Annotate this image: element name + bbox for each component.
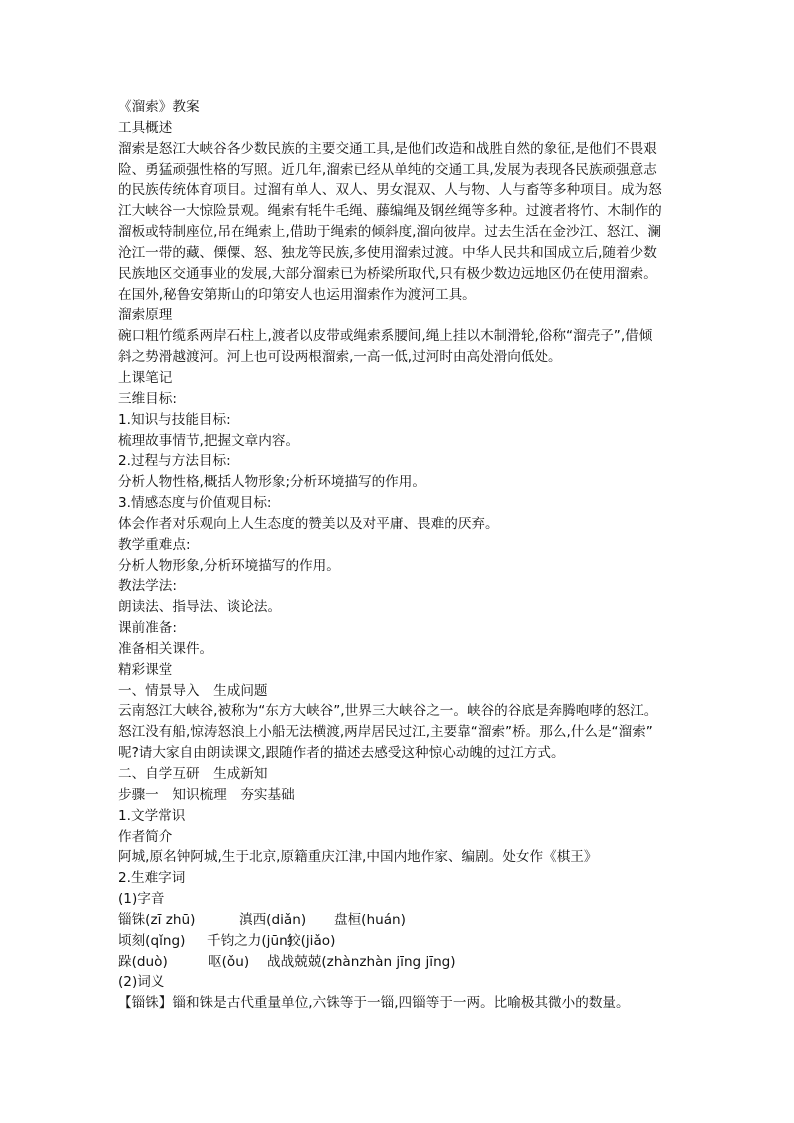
word-meaning-definition: 锱和铢是古代重量单位,六铢等于一锱,四锱等于一两。比喻极其微小的数量。 — [172, 995, 630, 1012]
pronunciation-row — [118, 910, 678, 931]
document-page — [118, 97, 678, 1014]
pronunciation-entry: 绞(jiǎo) — [287, 932, 336, 949]
preparation-heading: 课前准备: — [118, 620, 177, 637]
goal-3-text: 体会作者对乐观向上人生态度的赞美以及对平庸、畏难的厌弃。 — [118, 515, 499, 532]
tool-paragraph-line: 溜板或特制座位,吊在绳索上,借助于绳索的倾斜度,溜向彼岸。过去生活在金沙江、怒江、澜 — [118, 224, 662, 241]
section-heading-tool-overview: 工具概述 — [118, 119, 173, 136]
key-points-heading: 教学重难点: — [118, 536, 191, 553]
pronunciation-row — [118, 952, 678, 973]
part-1-heading: 一、情景导入 生成问题 — [118, 682, 268, 699]
word-meaning-term: 【锱铢】 — [118, 995, 173, 1012]
pronunciation-entry: 千钧之力(jūn) — [207, 932, 293, 949]
key-points-text: 分析人物形象,分析环境描写的作用。 — [118, 557, 340, 574]
class-section-heading: 精彩课堂 — [118, 661, 173, 678]
hard-words-heading: 2.生难字词 — [118, 870, 186, 887]
tool-paragraph-line: 沧江一带的藏、傈僳、怒、独龙等民族,多使用溜索过渡。中华人民共和国成立后,随着少数 — [118, 244, 657, 261]
section-heading-class-notes: 上课笔记 — [118, 369, 173, 386]
section-heading-principle: 溜索原理 — [118, 307, 173, 324]
goals-heading: 三维目标: — [118, 390, 177, 407]
pronunciation-entry: 跺(duò) — [118, 953, 168, 970]
document-title: 《溜索》教案 — [118, 99, 200, 115]
tool-paragraph-line: 溜索是怒江大峡谷各少数民族的主要交通工具,是他们改造和战胜自然的象征,是他们不畏艰 — [118, 140, 657, 157]
tool-paragraph-line: 在国外,秘鲁安第斯山的印第安人也运用溜索作为渡河工具。 — [118, 286, 476, 303]
tool-paragraph-line: 险、勇猛顽强性格的写照。近几年,溜索已经从单纯的交通工具,发展为表现各民族顽强意志 — [118, 161, 657, 178]
goal-1-text: 梳理故事情节,把握文章内容。 — [118, 432, 300, 449]
pronunciation-entry: 盘桓(huán) — [334, 911, 406, 928]
word-meaning-entry — [118, 993, 678, 1014]
part-1-paragraph-line: 呢?请大家自由朗读课文,跟随作者的描述去感受这种惊心动魄的过江方式。 — [118, 745, 565, 762]
author-intro-text: 阿城,原名钟阿城,生于北京,原籍重庆江津,中国内地作家、编剧。处女作《棋王》 — [118, 849, 598, 866]
tool-paragraph-line: 的民族传统体育项目。过溜有单人、双人、男女混双、人与物、人与畜等多种项目。成为怒 — [118, 182, 662, 199]
goal-2-heading: 2.过程与方法目标: — [118, 453, 231, 470]
principle-paragraph-line: 斜之势滑越渡河。河上也可设两根溜索,一高一低,过河时由高处滑向低处。 — [118, 349, 562, 366]
word-meaning-heading: (2)词义 — [118, 974, 165, 991]
tool-paragraph-line: 民族地区交通事业的发展,大部分溜索已为桥梁所取代,只有极少数边远地区仍在使用溜索。 — [118, 265, 657, 282]
goal-3-heading: 3.情感态度与价值观目标: — [118, 495, 272, 512]
methods-text: 朗读法、指导法、谈论法。 — [118, 599, 282, 616]
part-1-paragraph-line: 怒江没有船,惊涛怒浪上小船无法横渡,两岸居民过江,主要靠“溜索”桥。那么,什么是“溜索” — [118, 724, 653, 741]
principle-paragraph-line: 碗口粗竹缆系两岸石柱上,渡者以皮带或绳索系腰间,绳上挂以木制滑轮,俗称“溜壳子”,借倾 — [118, 328, 653, 345]
pronunciation-entry: 战战兢兢(zhànzhàn jīng jīng) — [267, 953, 456, 970]
author-intro-heading: 作者简介 — [118, 828, 173, 845]
pronunciation-entry: 呕(ǒu) — [208, 953, 250, 970]
goal-1-heading: 1.知识与技能目标: — [118, 411, 231, 428]
part-2-heading: 二、自学互研 生成新知 — [118, 766, 268, 782]
pronunciation-entry: 滇西(diǎn) — [239, 911, 307, 928]
preparation-text: 准备相关课件。 — [118, 640, 214, 657]
literary-knowledge-heading: 1.文学常识 — [118, 807, 186, 824]
goal-2-text: 分析人物性格,概括人物形象;分析环境描写的作用。 — [118, 474, 426, 491]
pronunciation-row — [118, 931, 678, 952]
pronunciation-entry: 锱铢(zī zhū) — [118, 911, 196, 928]
part-1-paragraph-line: 云南怒江大峡谷,被称为“东方大峡谷”,世界三大峡谷之一。峡谷的谷底是奔腾咆哮的怒江。 — [118, 703, 658, 720]
tool-paragraph-line: 江大峡谷一大惊险景观。绳索有牦牛毛绳、藤编绳及钢丝绳等多种。过渡者将竹、木制作的 — [118, 203, 662, 220]
pronunciation-heading: (1)字音 — [118, 891, 165, 908]
step-1-heading: 步骤一 知识梳理 夯实基础 — [118, 786, 295, 803]
methods-heading: 教法学法: — [118, 578, 177, 595]
pronunciation-entry: 顷刻(qǐng) — [118, 932, 186, 949]
